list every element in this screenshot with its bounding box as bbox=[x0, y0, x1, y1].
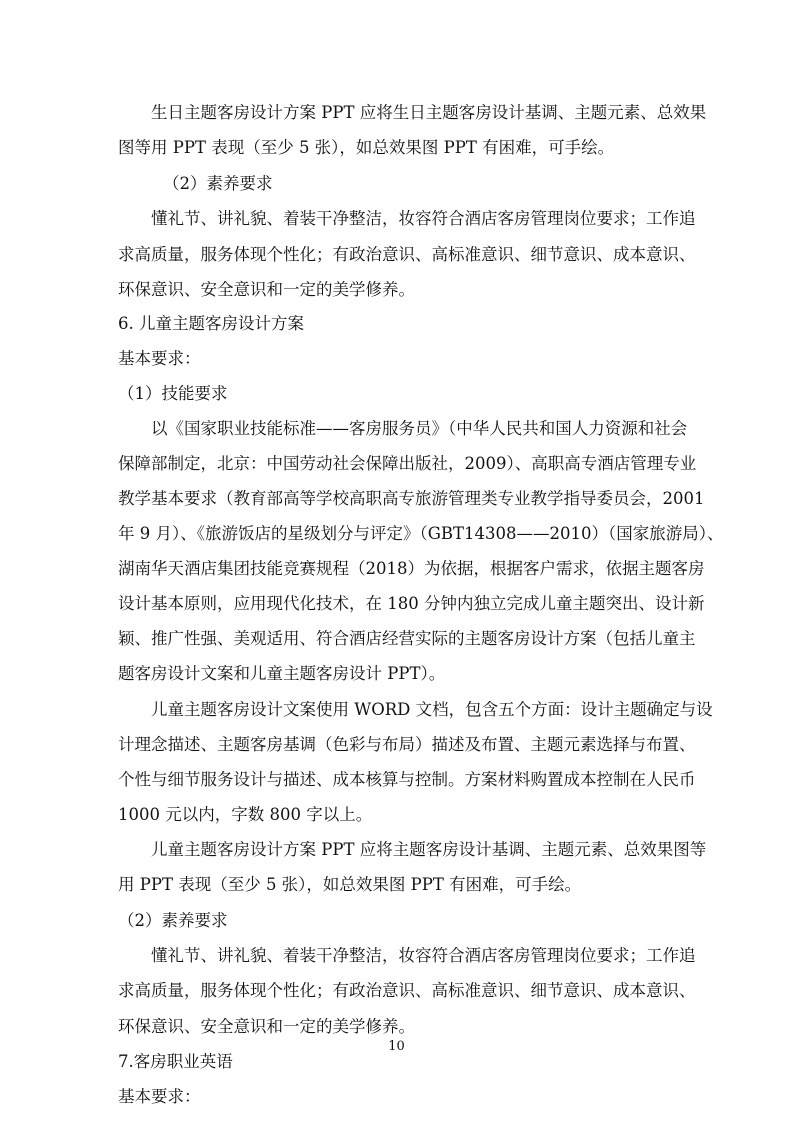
text-line: （2）素养要求 bbox=[118, 911, 228, 930]
text-line: 环保意识、安全意识和一定的美学修养。 bbox=[118, 280, 415, 299]
text-line: 设计基本原则，应用现代化技术，在 180 分钟内独立完成儿童主题突出、设计新 bbox=[118, 594, 705, 613]
text-line: 图等用 PPT 表现（至少 5 张），如总效果图 PPT 有困难，可手绘。 bbox=[118, 138, 615, 157]
page-number: 10 bbox=[388, 1039, 405, 1054]
text-line: 用 PPT 表现（至少 5 张），如总效果图 PPT 有困难，可手绘。 bbox=[118, 875, 582, 894]
text-line: 儿童主题客房设计文案使用 WORD 文档，包含五个方面：设计主题确定与设 bbox=[151, 700, 713, 719]
text-line: 题客房设计文案和儿童主题客房设计 PPT）。 bbox=[118, 664, 446, 683]
text-line: 湖南华天酒店集团技能竞赛规程（2018）为依据，根据客户需求，依据主题客房 bbox=[118, 559, 705, 578]
text-line: 求高质量，服务体现个性化；有政治意识、高标准意识、细节意识、成本意识、 bbox=[118, 245, 696, 264]
text-line: 7.客房职业英语 bbox=[118, 1052, 233, 1071]
text-line: 基本要求： bbox=[118, 349, 201, 368]
text-line: 保障部制定，北京：中国劳动社会保障出版社，2009）、高职高专酒店管理专业 bbox=[118, 454, 697, 473]
text-line: 以《国家职业技能标准——客房服务员》（中华人民共和国人力资源和社会 bbox=[151, 419, 688, 438]
text-line: （1）技能要求 bbox=[118, 384, 228, 403]
text-line: 颖、推广性强、美观适用、符合酒店经营实际的主题客房设计方案（包括儿童主 bbox=[118, 629, 696, 648]
text-line: 懂礼节、讲礼貌、着装干净整洁，妆容符合酒店客房管理岗位要求；工作追 bbox=[151, 209, 696, 228]
text-line: 环保意识、安全意识和一定的美学修养。 bbox=[118, 1017, 415, 1036]
text-line: 生日主题客房设计方案 PPT 应将生日主题客房设计基调、主题元素、总效果 bbox=[151, 103, 707, 122]
text-line: 教学基本要求（教育部高等学校高职高专旅游管理类专业教学指导委员会，2001 bbox=[118, 489, 705, 508]
text-line: 年 9 月）、《旅游饭店的星级划分与评定》（GBT14308——2010）（国家旅游局）、 bbox=[118, 524, 724, 543]
text-line: 求高质量，服务体现个性化；有政治意识、高标准意识、细节意识、成本意识、 bbox=[118, 981, 696, 1000]
text-line: 6. 儿童主题客房设计方案 bbox=[118, 314, 304, 333]
text-line: 懂礼节、讲礼貌、着装干净整洁，妆容符合酒店客房管理岗位要求；工作追 bbox=[151, 946, 696, 965]
text-line: （2）素养要求 bbox=[163, 174, 273, 193]
text-line: 计理念描述、主题客房基调（色彩与布局）描述及布置、主题元素选择与布置、 bbox=[118, 735, 696, 754]
text-line: 儿童主题客房设计方案 PPT 应将主题客房设计基调、主题元素、总效果图等 bbox=[151, 840, 707, 859]
text-line: 个性与细节服务设计与描述、成本核算与控制。方案材料购置成本控制在人民币 bbox=[118, 770, 696, 789]
text-line: 基本要求： bbox=[118, 1087, 201, 1106]
text-line: 1000 元以内，字数 800 字以上。 bbox=[118, 805, 373, 824]
